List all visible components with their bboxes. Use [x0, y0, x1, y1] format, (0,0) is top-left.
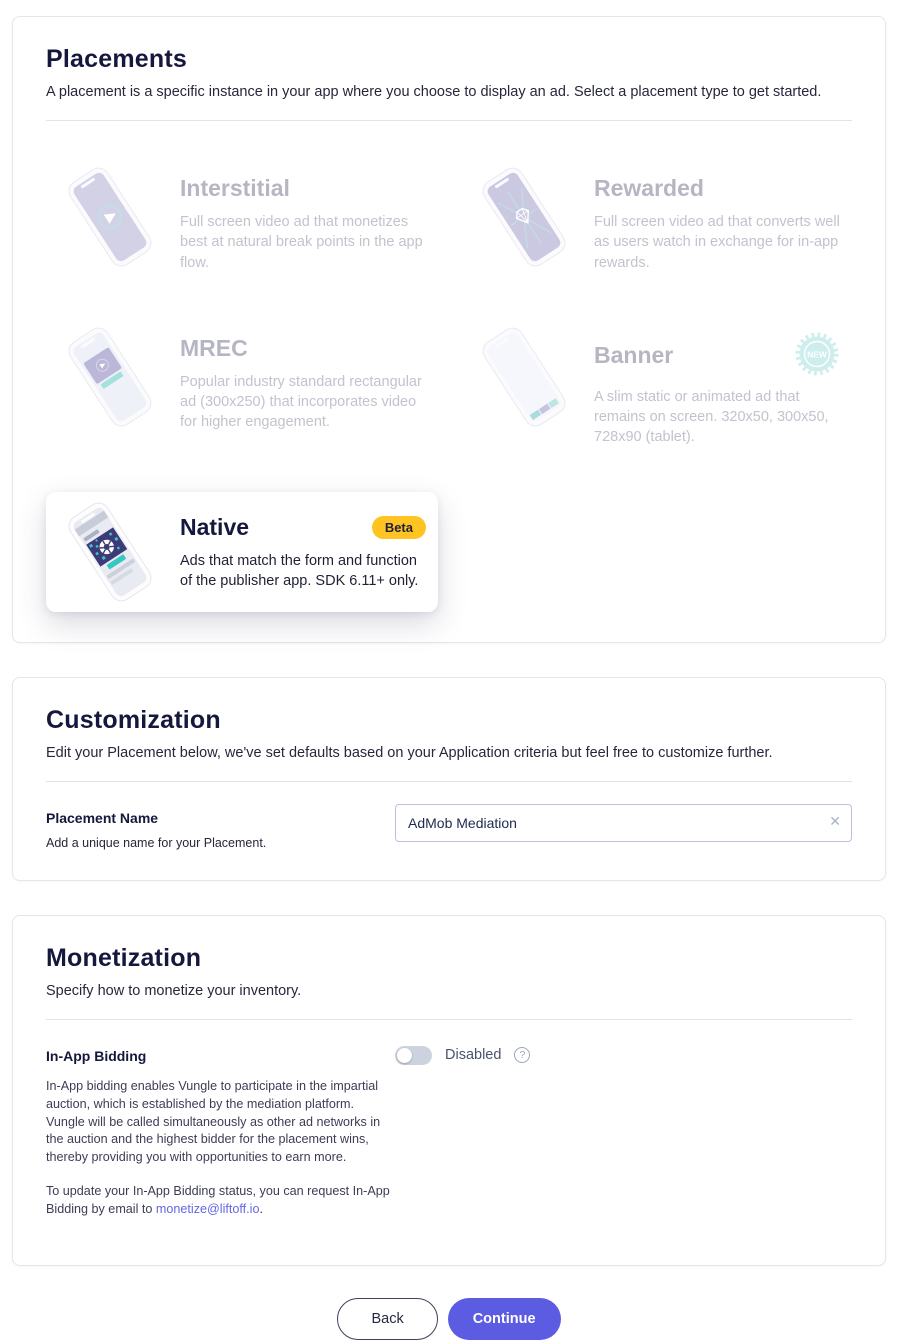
monetize-email-link[interactable]: monetize@liftoff.io [155, 1202, 260, 1217]
monetization-title: Monetization [46, 943, 202, 972]
placement-type-grid [46, 157, 852, 612]
placements-title: Placements [46, 45, 187, 73]
in-app-bidding-status: Disabled [445, 1047, 502, 1064]
tile-title-mrec: MREC [180, 334, 248, 361]
placement-name-row [46, 804, 852, 850]
placement-tile-native[interactable] [46, 492, 438, 612]
placement-tile-interstitial[interactable] [46, 157, 438, 281]
customization-section [12, 677, 886, 881]
placement-name-input[interactable] [395, 804, 852, 842]
help-icon[interactable]: ? [514, 1047, 530, 1063]
customization-subtitle: Edit your Placement below, we've set defaults based on your Application criteria but feel free to customize further. [46, 744, 773, 761]
tile-desc-rewarded: Full screen video ad that converts well as users watch in exchange for in-app rewards. [594, 214, 840, 271]
tile-title-rewarded: Rewarded [594, 175, 704, 201]
placements-subtitle: A placement is a specific instance in your app where you choose to display an ad. Select a placement type to get started. [46, 84, 822, 100]
clear-input-icon[interactable]: ✕ [829, 812, 841, 829]
placement-tile-rewarded[interactable] [460, 157, 852, 281]
tile-desc-interstitial: Full screen video ad that monetizes best at natural break points in the app flow. [180, 214, 423, 271]
toggle-knob [397, 1048, 412, 1063]
divider [46, 120, 852, 121]
new-badge-icon [794, 331, 840, 377]
interstitial-phone-icon [54, 165, 166, 269]
placement-name-label: Placement Name [46, 809, 159, 826]
customization-title: Customization [46, 705, 221, 734]
placement-tile-banner[interactable] [460, 317, 852, 456]
divider [46, 781, 852, 782]
divider [46, 1019, 852, 1020]
new-badge-label: NEW [807, 349, 827, 360]
placement-name-help: Add a unique name for your Placement. [46, 835, 267, 850]
tile-title-interstitial: Interstitial [180, 175, 290, 201]
in-app-bidding-description: In-App bidding enables Vungle to participate in the impartial auction, which is established by the mediation platform. Vungle will be called simultaneously as other ad networks in the auction and the highest bidder for the placement wins, thereby providing you with opportunities to earn more. [46, 1078, 381, 1165]
placements-section [12, 16, 886, 643]
beta-badge: Beta [372, 516, 426, 539]
native-phone-icon [54, 500, 166, 604]
monetization-subtitle: Specify how to monetize your inventory. [46, 982, 302, 999]
tile-title-native: Native [180, 513, 250, 540]
banner-phone-icon [468, 325, 580, 429]
tile-title-banner: Banner [594, 342, 674, 369]
in-app-bidding-toggle[interactable] [395, 1046, 432, 1065]
tile-desc-native: Ads that match the form and function of the publisher app. SDK 6.11+ only. [180, 552, 419, 590]
tile-desc-mrec: Popular industry standard rectangular ad (300x250) that incorporates video for higher engagement. [180, 373, 422, 431]
in-app-bidding-row [46, 1046, 852, 1235]
monetization-section [12, 915, 886, 1266]
tile-desc-banner: A slim static or animated ad that remains on screen. 320x50, 300x50, 728x90 (tablet). [594, 388, 829, 446]
in-app-bidding-label: In-App Bidding [46, 1047, 147, 1064]
mrec-phone-icon [54, 325, 166, 429]
in-app-bidding-request: To update your In-App Bidding status, you can request In-App Bidding by email to monetize@liftoff.io. [46, 1184, 390, 1217]
continue-button[interactable]: Continue [448, 1298, 561, 1340]
placement-tile-mrec[interactable] [46, 317, 438, 456]
rewarded-phone-icon [468, 165, 580, 269]
back-button[interactable]: Back [337, 1298, 437, 1340]
footer-actions [0, 1298, 898, 1340]
